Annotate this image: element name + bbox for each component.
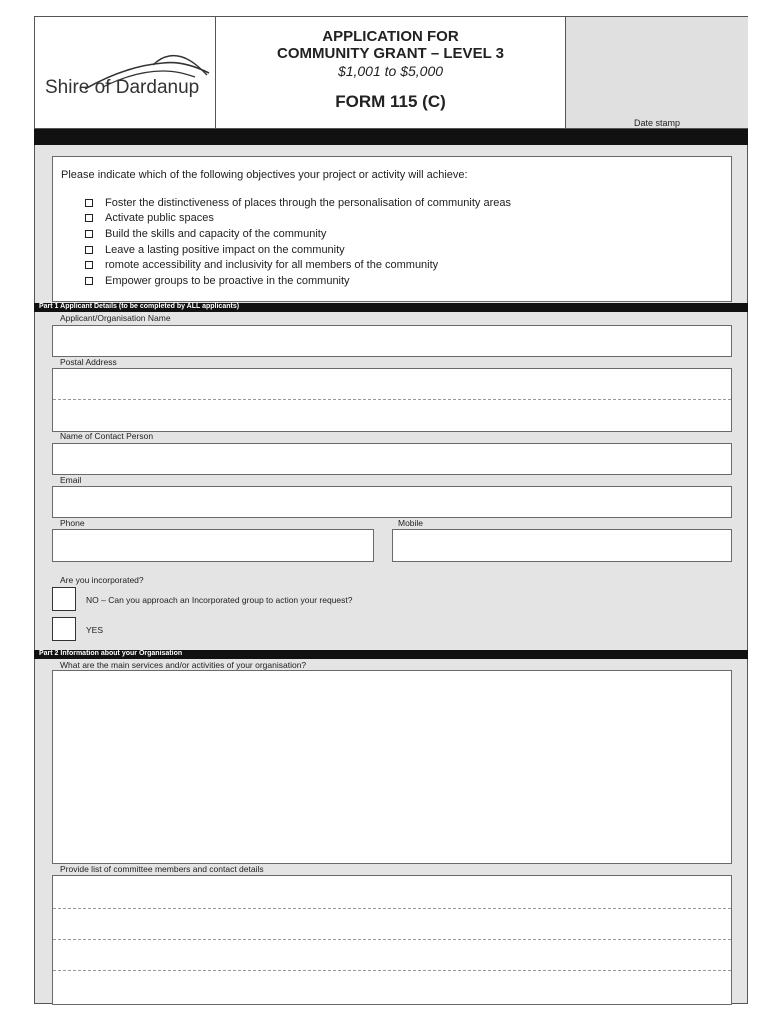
- objective-item[interactable]: Foster the distinctiveness of places through the personalisation of community areas: [85, 195, 511, 211]
- part1-heading: Part 1 Applicant Details (to be completed by ALL applicants): [39, 303, 240, 310]
- applicant-name-field[interactable]: [52, 325, 732, 357]
- incorporated-question: Are you incorporated?: [60, 575, 144, 585]
- incorporated-no-label: NO – Can you approach an Incorporated group to action your request?: [86, 595, 353, 605]
- committee-field[interactable]: [52, 875, 732, 1005]
- committee-divider: [53, 970, 731, 971]
- incorporated-yes-checkbox[interactable]: [52, 617, 76, 641]
- objective-checkbox[interactable]: [85, 277, 93, 285]
- date-stamp-cell: [565, 17, 748, 128]
- services-label: What are the main services and/or activities of your organisation?: [60, 660, 307, 670]
- part2-heading: Part 2 Information about your Organisation: [39, 650, 183, 657]
- objective-item[interactable]: Activate public spaces: [85, 211, 511, 227]
- header-divider-bar: [34, 129, 748, 145]
- objective-item[interactable]: Leave a lasting positive impact on the community: [85, 242, 511, 258]
- form-title-line1: APPLICATION FOR: [322, 28, 459, 45]
- postal-address-label: Postal Address: [60, 357, 117, 367]
- objective-item[interactable]: Build the skills and capacity of the community: [85, 226, 511, 242]
- objectives-intro: Please indicate which of the following objectives your project or activity will achieve:: [61, 169, 468, 181]
- logo-text: Shire of Dardanup: [45, 77, 200, 98]
- mobile-label: Mobile: [398, 518, 424, 528]
- committee-label: Provide list of committee members and contact details: [60, 864, 264, 874]
- postal-address-divider: [53, 399, 731, 400]
- objective-item[interactable]: romote accessibility and inclusivity for all members of the community: [85, 257, 511, 273]
- date-stamp-label: Date stamp: [633, 118, 681, 128]
- contact-person-label: Name of Contact Person: [60, 431, 154, 441]
- applicant-name-label: Applicant/Organisation Name: [60, 313, 171, 323]
- objective-checkbox[interactable]: [85, 261, 93, 269]
- objective-checkbox[interactable]: [85, 214, 93, 222]
- incorporated-yes-label: YES: [86, 625, 104, 635]
- header: [34, 16, 748, 129]
- incorporated-no-checkbox[interactable]: [52, 587, 76, 611]
- email-field[interactable]: [52, 486, 732, 518]
- email-label: Email: [60, 475, 82, 485]
- phone-field[interactable]: [52, 529, 374, 562]
- title-cell: [216, 17, 565, 128]
- objective-checkbox[interactable]: [85, 199, 93, 207]
- logo-cell: [35, 17, 216, 128]
- form-title-line2: COMMUNITY GRANT – LEVEL 3: [277, 45, 504, 62]
- phone-label: Phone: [60, 518, 85, 528]
- committee-divider: [53, 939, 731, 940]
- objective-checkbox[interactable]: [85, 230, 93, 238]
- grant-amount: $1,001 to $5,000: [337, 63, 444, 79]
- mobile-field[interactable]: [392, 529, 732, 562]
- committee-divider: [53, 908, 731, 909]
- form-number: FORM 115 (C): [335, 92, 446, 111]
- objectives-box: [52, 156, 732, 302]
- objectives-list: [85, 195, 511, 289]
- contact-person-field[interactable]: [52, 443, 732, 475]
- services-field[interactable]: [52, 670, 732, 864]
- objective-checkbox[interactable]: [85, 246, 93, 254]
- objective-item[interactable]: Empower groups to be proactive in the community: [85, 273, 511, 289]
- postal-address-field[interactable]: [52, 368, 732, 432]
